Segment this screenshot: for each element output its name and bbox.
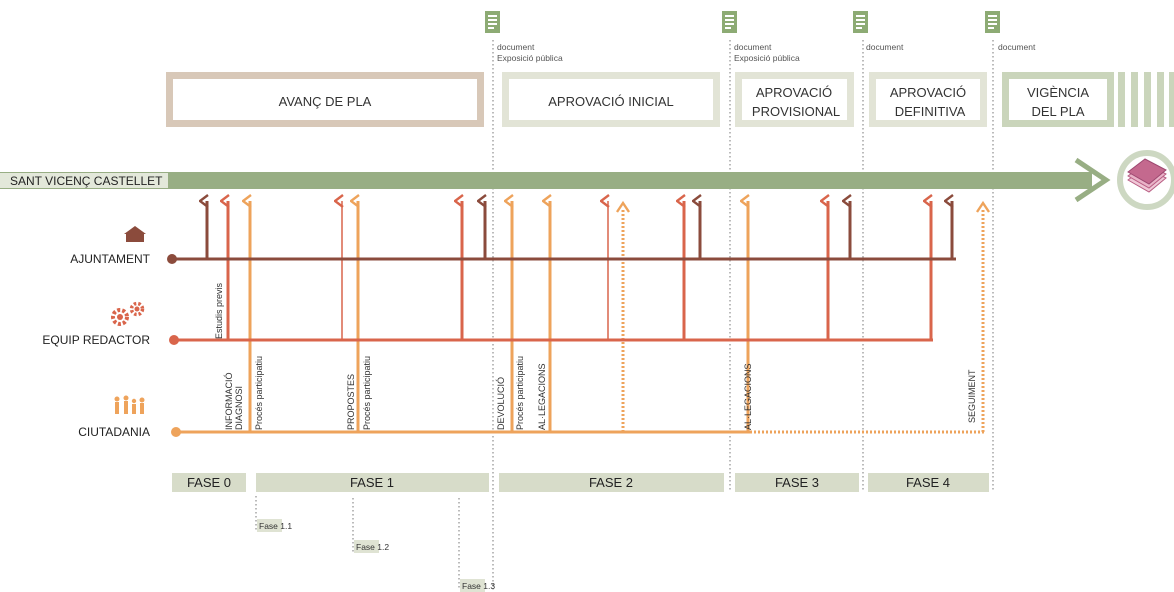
document-icon (853, 11, 868, 33)
fase-label: FASE 1 (349, 475, 395, 490)
people-icon (115, 396, 145, 415)
fase-label: FASE 3 (774, 475, 820, 490)
phase-boxes (166, 72, 1174, 127)
actor-label: EQUIP REDACTOR (42, 333, 150, 347)
participation-label: AL·LEGACIONS (743, 363, 753, 430)
participation-label: DIAGNOSI (234, 385, 244, 430)
participation-label: Estudis previs (214, 282, 224, 339)
participation-label: INFORMACIÓ (224, 372, 234, 430)
document-label: document (866, 42, 904, 52)
fase-bars (172, 473, 989, 492)
document-icon (722, 11, 737, 33)
phase-box-label: DEFINITIVA (894, 104, 966, 119)
fase-label: FASE 4 (905, 475, 951, 490)
participation-label: SEGUIMENT (967, 369, 977, 423)
ajuntament-start-dot (167, 254, 177, 264)
subfase-label: Fase 1.3 (462, 581, 496, 591)
phase-box-label: APROVACIÓ (755, 85, 833, 100)
subfase-label: Fase 1.1 (259, 521, 293, 531)
participation-label: Procés participatiu (254, 355, 264, 430)
equip-start-dot (169, 335, 179, 345)
timeline-label: SANT VICENÇ CASTELLET (10, 174, 163, 188)
document-label: document (998, 42, 1036, 52)
document-label: document (497, 42, 535, 52)
phase-box-label: DEL PLA (1031, 104, 1085, 119)
sant-vicenc-timeline (0, 153, 1174, 207)
phase-box-label: APROVACIÓ (889, 85, 967, 100)
participation-label: AL·LEGACIONS (537, 363, 547, 430)
phase-box-label: PROVISIONAL (751, 104, 841, 119)
document-markers (485, 11, 1036, 63)
actors (42, 226, 150, 439)
participation-label: Procés participatiu (515, 355, 525, 430)
participation-label: Procés participatiu (362, 355, 372, 430)
gears-icon (113, 304, 143, 325)
document-icon (485, 11, 500, 33)
document-sublabel: Exposició pública (734, 53, 800, 63)
town-hall-icon (124, 226, 146, 242)
fase-label: FASE 2 (588, 475, 634, 490)
phase-box-label: AVANÇ DE PLA (278, 94, 372, 109)
fase-label: FASE 0 (186, 475, 232, 490)
arrows (207, 201, 989, 432)
subfase-label: Fase 1.2 (356, 542, 390, 552)
document-label: document (734, 42, 772, 52)
participation-label: DEVOLUCIÓ (496, 376, 506, 430)
actor-label: AJUNTAMENT (70, 252, 150, 266)
actor-label: CIUTADANIA (78, 425, 150, 439)
sub-phases (256, 496, 495, 592)
actor-lines (167, 254, 984, 437)
phase-box-label: APROVACIÓ INICIAL (548, 94, 674, 109)
vigencia-continuation-stripes (1118, 72, 1174, 127)
participation-label: PROPOSTES (346, 373, 356, 430)
ciutadania-start-dot (171, 427, 181, 437)
document-sublabel: Exposició pública (497, 53, 563, 63)
document-icon (985, 11, 1000, 33)
phase-box-label: VIGÈNCIA (1026, 85, 1090, 100)
